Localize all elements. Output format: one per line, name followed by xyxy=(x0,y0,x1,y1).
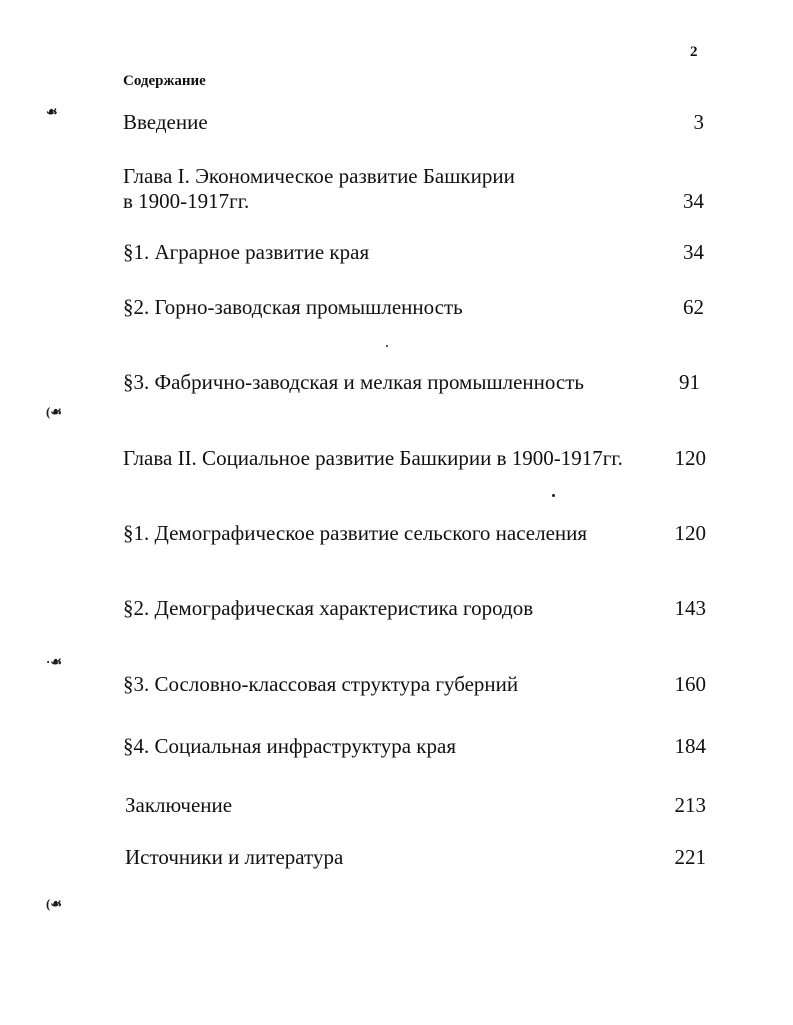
binding-mark-icon: (☙ xyxy=(46,896,62,911)
toc-entry-page: 143 xyxy=(674,596,706,620)
toc-entry-title: §1. Демографическое развитие сельского населения xyxy=(123,521,588,545)
binding-mark-icon: ☙ xyxy=(46,104,58,119)
toc-entry-title: §4. Социальная инфраструктура края xyxy=(123,734,456,758)
toc-entry-title: §2. Горно-заводская промышленность xyxy=(123,295,463,319)
toc-entry-page: 160 xyxy=(674,672,706,696)
toc-entry-page: 91 xyxy=(679,370,700,394)
toc-entry-title-continued: в 1900-1917гг. xyxy=(123,189,250,213)
toc-entry-title: Заключение xyxy=(125,793,233,817)
toc-entry-title: §1. Аграрное развитие края xyxy=(123,240,370,264)
toc-entry-page: 120 xyxy=(674,521,706,545)
page-number: 2 xyxy=(690,44,698,60)
toc-entry-page: 62 xyxy=(683,295,704,319)
binding-mark-icon: (☙ xyxy=(46,404,62,419)
toc-entry-title: §3. Фабрично-заводская и мелкая промышленность xyxy=(123,370,585,394)
toc-entry-page: 213 xyxy=(674,793,706,817)
toc-entry-title: Глава I. Экономическое развитие Башкирии xyxy=(123,164,515,188)
toc-entry-page: 184 xyxy=(674,734,706,758)
toc-entry-title: §2. Демографическая характеристика городов xyxy=(123,596,534,620)
toc-entry-title: Глава II. Социальное развитие Башкирии в 1900-1917гг. xyxy=(123,446,623,470)
toc-entry-page: 34 xyxy=(683,189,704,213)
toc-entry-title: Источники и литература xyxy=(125,845,344,869)
toc-entry-page: 221 xyxy=(674,845,706,869)
toc-entry-title: §3. Сословно-классовая структура губерний xyxy=(123,672,519,696)
toc-entry-page: 34 xyxy=(683,240,704,264)
binding-mark-icon: ·☙ xyxy=(46,654,62,669)
toc-entry-page: 3 xyxy=(693,110,704,134)
toc-entry-title: Введение xyxy=(123,110,208,134)
scan-speck xyxy=(552,494,555,497)
contents-heading: Содержание xyxy=(123,73,206,89)
toc-entry-page: 120 xyxy=(674,446,706,470)
scan-speck xyxy=(386,345,388,347)
